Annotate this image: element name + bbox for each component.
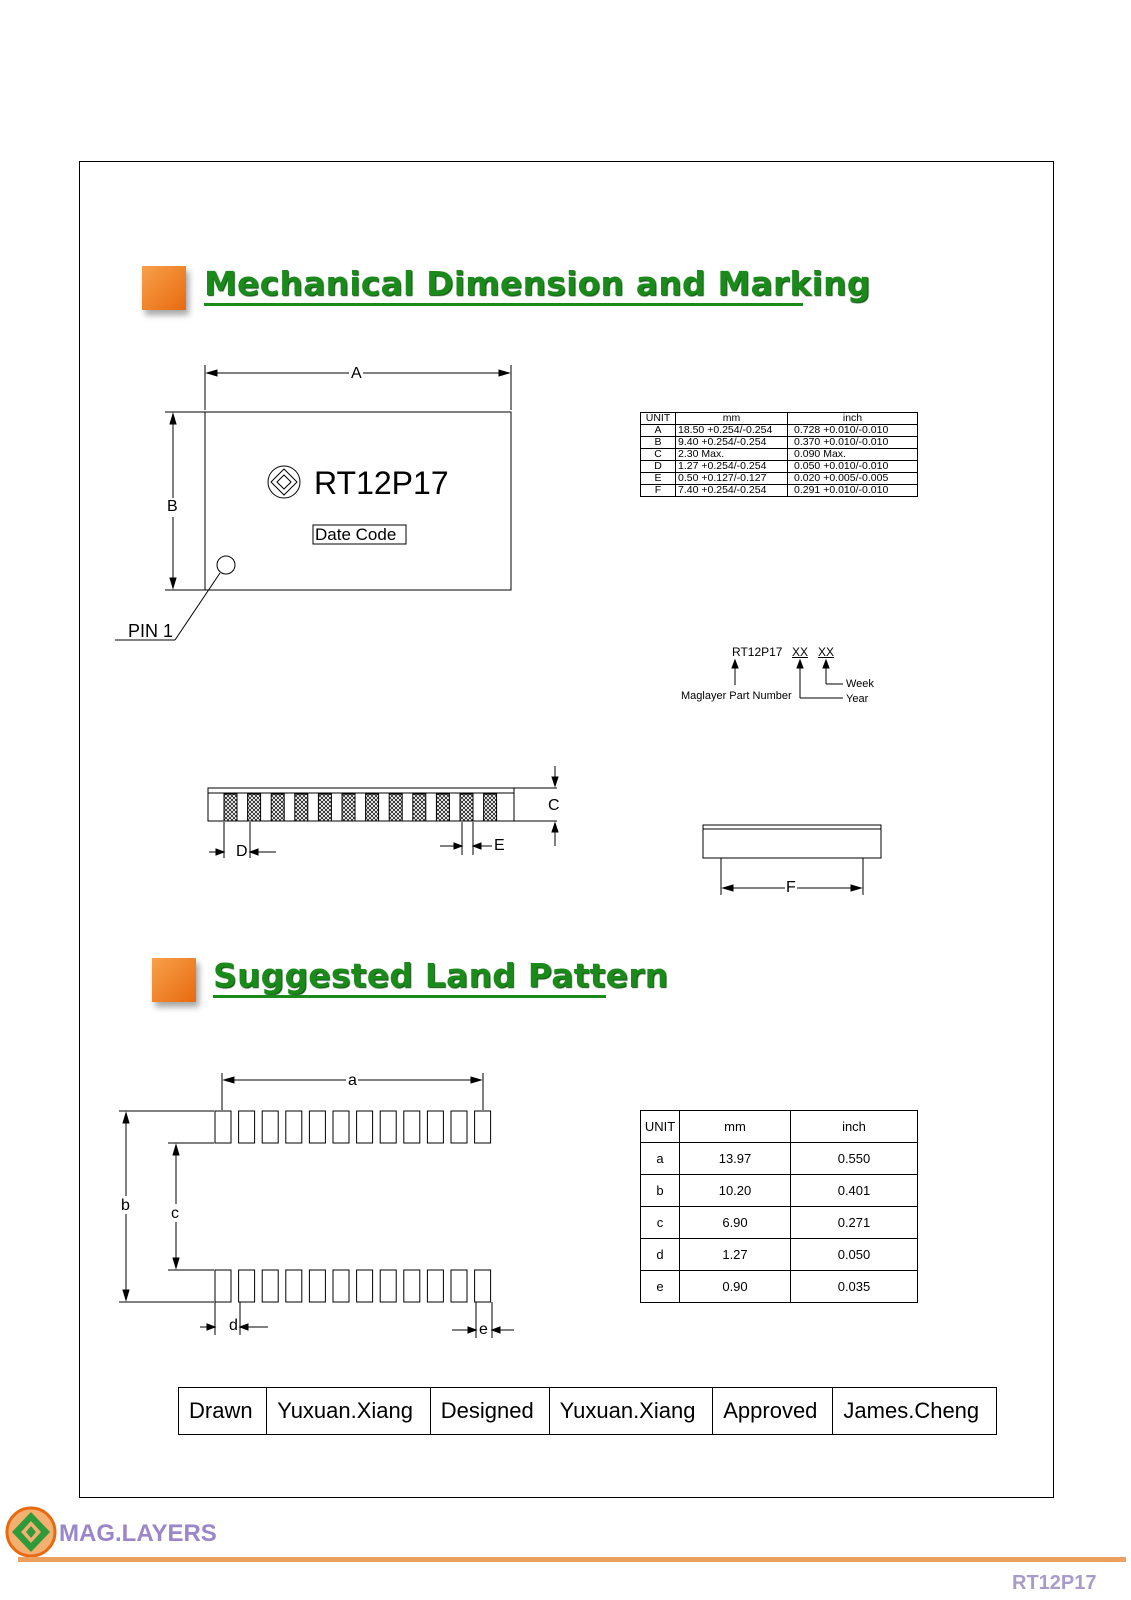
- table-cell: B: [641, 437, 676, 449]
- section-marker-icon: [152, 958, 196, 1002]
- table-row: [641, 1271, 918, 1303]
- dim-header-inch: inch: [788, 413, 918, 425]
- table-cell: b: [641, 1175, 680, 1207]
- drawn-by: Yuxuan.Xiang: [267, 1388, 431, 1435]
- land-pad: [262, 1111, 278, 1143]
- land-header-unit: UNIT: [641, 1111, 680, 1143]
- table-row: [641, 1175, 918, 1207]
- land-section-title: Suggested Land Pattern: [213, 956, 669, 995]
- dim-label-F: F: [786, 879, 796, 896]
- table-cell: D: [641, 461, 676, 473]
- land-pad: [239, 1270, 255, 1302]
- legend-year: Year: [846, 693, 869, 705]
- table-cell: 18.50 +0.254/-0.254: [676, 425, 788, 437]
- land-pad: [475, 1111, 491, 1143]
- side-pin: [389, 794, 402, 821]
- land-pad: [309, 1111, 325, 1143]
- land-pad: [451, 1111, 467, 1143]
- land-pad: [333, 1111, 349, 1143]
- date-code-label: Date Code: [315, 525, 397, 544]
- table-row: [641, 461, 918, 473]
- land-pad: [262, 1270, 278, 1302]
- land-pads: [215, 1111, 491, 1302]
- side-pin: [318, 794, 331, 821]
- land-pad: [357, 1270, 373, 1302]
- side-pin: [295, 794, 308, 821]
- table-row: [641, 473, 918, 485]
- table-cell: 0.90: [680, 1271, 791, 1303]
- table-cell: A: [641, 425, 676, 437]
- table-cell: C: [641, 449, 676, 461]
- side-pin: [248, 794, 261, 821]
- land-pad: [380, 1111, 396, 1143]
- designed-by: Yuxuan.Xiang: [549, 1388, 713, 1435]
- table-row: [641, 1143, 918, 1175]
- land-pad: [404, 1111, 420, 1143]
- table-cell: e: [641, 1271, 680, 1303]
- legend-code-week: XX: [818, 645, 835, 659]
- table-cell: a: [641, 1143, 680, 1175]
- land-header-mm: mm: [680, 1111, 791, 1143]
- table-cell: 1.27: [680, 1239, 791, 1271]
- table-cell: 0.401: [791, 1175, 918, 1207]
- table-cell: c: [641, 1207, 680, 1239]
- land-pad: [380, 1270, 396, 1302]
- side-pin: [436, 794, 449, 821]
- land-label-b: b: [121, 1197, 130, 1214]
- part-marking: RT12P17: [314, 465, 449, 501]
- signoff-table: [178, 1387, 997, 1435]
- table-row: [641, 485, 918, 497]
- land-pad: [475, 1270, 491, 1302]
- pin1-marker: [217, 556, 235, 574]
- legend-week: Week: [846, 678, 874, 690]
- table-cell: 0.370 +0.010/-0.010: [788, 437, 918, 449]
- dim-header-mm: mm: [676, 413, 788, 425]
- table-cell: 0.550: [791, 1143, 918, 1175]
- land-pad: [333, 1270, 349, 1302]
- table-cell: 1.27 +0.254/-0.254: [676, 461, 788, 473]
- title-underline: [213, 995, 606, 998]
- dim-label-C: C: [548, 797, 560, 814]
- land-table: [640, 1110, 918, 1303]
- dim-label-D: D: [236, 843, 248, 860]
- dim-label-A: A: [351, 365, 362, 382]
- brand-name: MAG.LAYERS: [59, 1520, 217, 1547]
- land-pad: [215, 1270, 231, 1302]
- drawn-label: Drawn: [179, 1388, 267, 1435]
- table-cell: 2.30 Max.: [676, 449, 788, 461]
- table-cell: F: [641, 485, 676, 497]
- table-cell: 7.40 +0.254/-0.254: [676, 485, 788, 497]
- table-cell: 13.97: [680, 1143, 791, 1175]
- land-pad: [215, 1111, 231, 1143]
- table-cell: 0.50 +0.127/-0.127: [676, 473, 788, 485]
- approved-label: Approved: [713, 1388, 833, 1435]
- table-row: [641, 437, 918, 449]
- table-row: [641, 449, 918, 461]
- table-row: [641, 425, 918, 437]
- legend-part-number: Maglayer Part Number: [681, 690, 792, 702]
- land-label-a: a: [348, 1072, 357, 1089]
- side-pin: [342, 794, 355, 821]
- table-cell: 6.90: [680, 1207, 791, 1239]
- table-row: [641, 1207, 918, 1239]
- land-pad: [404, 1270, 420, 1302]
- side-pin: [460, 794, 473, 821]
- mechanical-section-title: Mechanical Dimension and Marking: [204, 264, 871, 303]
- table-cell: 10.20: [680, 1175, 791, 1207]
- designed-label: Designed: [430, 1388, 549, 1435]
- land-header-inch: inch: [791, 1111, 918, 1143]
- land-pad: [286, 1270, 302, 1302]
- table-cell: 0.271: [791, 1207, 918, 1239]
- table-cell: 0.035: [791, 1271, 918, 1303]
- end-view-body: [703, 825, 881, 858]
- land-pad: [357, 1111, 373, 1143]
- table-cell: 0.020 +0.005/-0.005: [788, 473, 918, 485]
- dim-label-B: B: [167, 498, 178, 515]
- table-cell: 9.40 +0.254/-0.254: [676, 437, 788, 449]
- logo-icon: [268, 466, 300, 498]
- side-pin: [224, 794, 237, 821]
- land-label-c: c: [171, 1205, 179, 1222]
- land-pad: [286, 1111, 302, 1143]
- side-pin: [413, 794, 426, 821]
- side-pin: [484, 794, 497, 821]
- table-cell: 0.050: [791, 1239, 918, 1271]
- table-cell: d: [641, 1239, 680, 1271]
- table-cell: 0.291 +0.010/-0.010: [788, 485, 918, 497]
- land-pad: [451, 1270, 467, 1302]
- footer-rule: [18, 1557, 1126, 1562]
- legend-code-year: XX: [792, 645, 809, 659]
- table-cell: 0.050 +0.010/-0.010: [788, 461, 918, 473]
- table-cell: 0.090 Max.: [788, 449, 918, 461]
- side-pin: [271, 794, 284, 821]
- dim-label-E: E: [494, 837, 505, 854]
- land-label-d: d: [229, 1317, 238, 1334]
- table-row: [641, 1239, 918, 1271]
- legend-part: RT12P17: [732, 645, 783, 659]
- dimension-table: [640, 412, 918, 497]
- side-pin: [366, 794, 379, 821]
- table-cell: E: [641, 473, 676, 485]
- land-pad: [427, 1270, 443, 1302]
- land-pad: [427, 1111, 443, 1143]
- footer-part-number: RT12P17: [1012, 1572, 1097, 1594]
- dim-header-unit: UNIT: [641, 413, 676, 425]
- approved-by: James.Cheng: [833, 1388, 997, 1435]
- table-cell: 0.728 +0.010/-0.010: [788, 425, 918, 437]
- pin1-label: PIN 1: [128, 621, 174, 641]
- land-pad: [309, 1270, 325, 1302]
- land-label-e: e: [479, 1321, 488, 1338]
- land-pad: [239, 1111, 255, 1143]
- side-pins: [224, 794, 497, 821]
